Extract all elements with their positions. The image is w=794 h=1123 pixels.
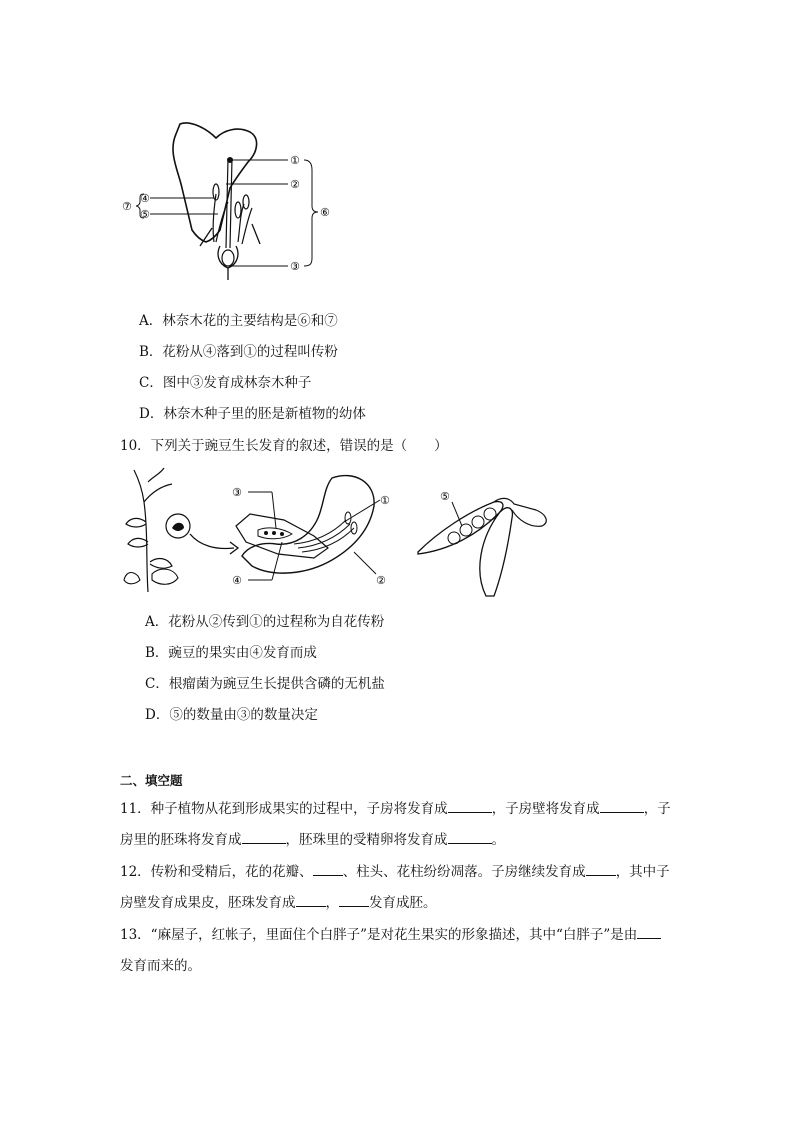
anther-3 [243,195,249,209]
q13-line-2: 发育而来的。 [120,958,201,974]
flower-diagram [120,118,350,288]
q10-option-b: B．豌豆的果实由④发育而成 [145,645,317,661]
q9-option-d: D．林奈木种子里的胚是新植物的幼体 [139,406,366,422]
pea-diagram [118,462,558,602]
ovary [222,250,234,266]
q11-blank-1[interactable] [448,798,492,813]
q11-blank-3[interactable] [242,829,286,844]
q10-option-a: A．花粉从②传到①的过程称为自花传粉 [145,614,385,630]
q11-blank-2[interactable] [600,798,644,813]
pea-plant [126,468,172,592]
pea-label-4: ④ [232,574,242,587]
q10-option-d: D．⑤的数量由③的数量决定 [145,707,318,723]
pea-pod-closed [480,508,513,596]
q11-blank-4[interactable] [448,829,492,844]
flower-section [242,476,374,574]
q10-stem: 10．下列关于豌豆生长发育的叙述，错误的是（ ） [120,438,448,454]
q12-blank-3[interactable] [296,892,326,907]
q10-option-c: C．根瘤菌为豌豆生长提供含磷的无机盐 [145,676,385,692]
pea-label-3: ③ [232,486,242,499]
q9-option-b: B．花粉从④落到①的过程叫传粉 [139,344,338,360]
brace-six [304,160,318,266]
q13-line-1: 13．“麻屋子，红帐子，里面住个白胖子”是对花生果实的形象描述，其中“白胖子”是由 [120,924,661,945]
q12-line-1: 12．传粉和受精后，花的花瓣、 、柱头、花柱纷纷凋落。子房继续发育成 ，其中子 [120,861,670,882]
q9-option-c: C．图中③发育成林奈木种子 [139,375,312,391]
pea-label-2: ② [376,574,386,587]
label-2: ② [290,178,300,191]
label-4: ④ [140,192,150,205]
label-1: ① [290,154,300,167]
q11-line-1: 11．种子植物从花到形成果实的过程中，子房将发育成 ，子房壁将发育成 ，子 [120,798,671,819]
section-title: 二、填空题 [120,773,183,788]
label-3: ③ [290,260,300,273]
q12-blank-1[interactable] [313,861,343,876]
label-7: ⑦ [122,200,132,213]
stamens [213,194,252,244]
q12-line-2: 房壁发育成果皮，胚珠发育成 ， 发育成胚。 [120,892,437,913]
q13-blank-1[interactable] [637,924,661,939]
label-6: ⑥ [320,206,330,219]
label-5: ⑤ [140,208,150,221]
q11-line-2: 房里的胚珠将发育成 ，胚珠里的受精卵将发育成 。 [120,829,505,850]
q9-option-a: A．林奈木花的主要结构是⑥和⑦ [139,313,338,329]
flower-petals [173,123,257,242]
pea-label-1: ① [380,494,390,507]
zoom-arrow [190,534,234,548]
q12-blank-4[interactable] [339,892,369,907]
pea-label-5: ⑤ [440,490,450,503]
q12-blank-2[interactable] [586,861,616,876]
anther-2 [235,202,241,218]
